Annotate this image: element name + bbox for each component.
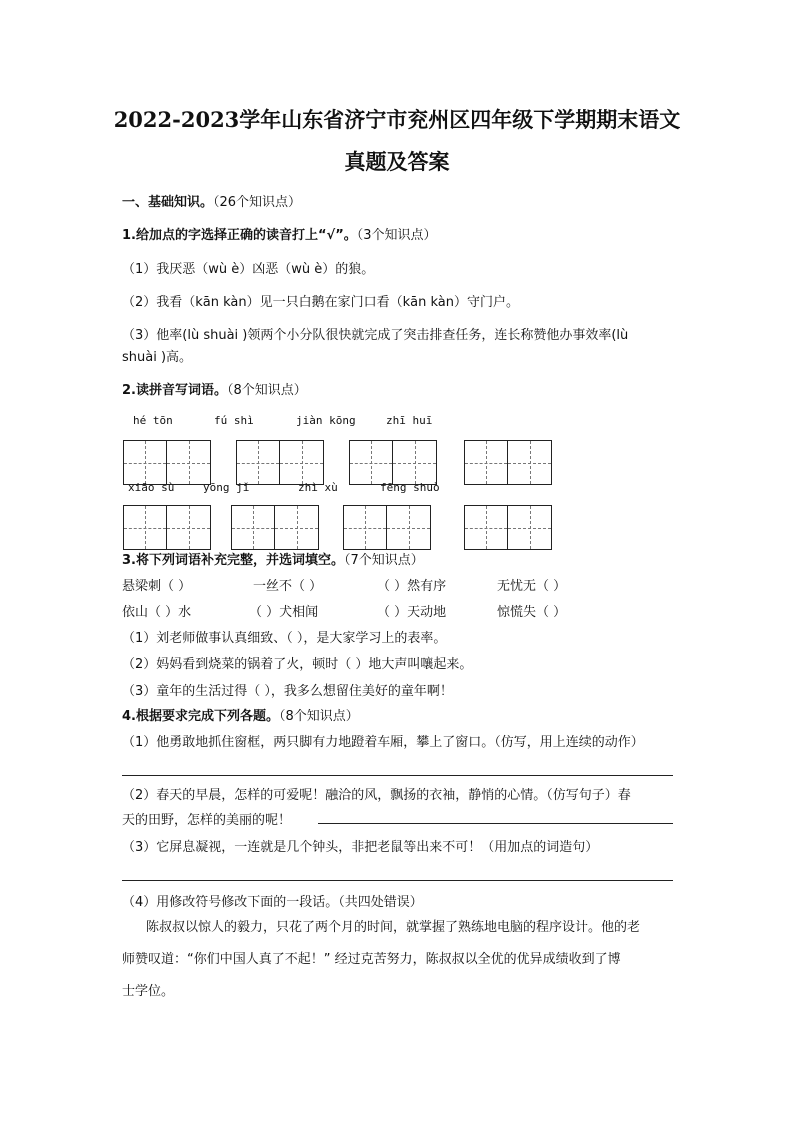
page-title-line2: 真题及答案 — [344, 149, 450, 174]
pinyin-4: zhī huī — [386, 414, 433, 427]
q4-item-4: （4）用修改符号修改下面的一段话。（共四处错误） — [122, 895, 423, 910]
q3-heading: 3.将下列词语补充完整，并选词填空。（7个知识点） — [122, 553, 424, 568]
writing-grid[interactable] — [123, 505, 211, 550]
q2-heading: 2.读拼音写词语。（8个知识点） — [122, 383, 307, 398]
q3-item-1: （1）刘老师做事认真细致、（ ），是大家学习上的表率。 — [122, 631, 447, 646]
q3-word: 无忧无（ ） — [497, 579, 567, 594]
writing-grid[interactable] — [349, 440, 437, 485]
section1-heading: 一、基础知识。（26个知识点） — [122, 195, 302, 210]
answer-line[interactable] — [318, 823, 673, 824]
pinyin-6: yōng jǐ — [203, 481, 250, 494]
pinyin-2: fú shì — [214, 414, 254, 427]
pinyin-7: zhì xù — [298, 481, 338, 494]
writing-grid[interactable] — [464, 440, 552, 485]
writing-grid[interactable] — [464, 505, 552, 550]
q1-item-2: （2）我看（kān kàn）见一只白鹅在家门口看（kān kàn）守门户。 — [122, 295, 520, 310]
q4-heading: 4.根据要求完成下列各题。（8个知识点） — [122, 709, 359, 724]
q3-word: （ ）天动地 — [377, 605, 447, 620]
writing-grid[interactable] — [343, 505, 431, 550]
writing-grid[interactable] — [236, 440, 324, 485]
answer-line[interactable] — [122, 775, 673, 776]
q4-paragraph-line: 师赞叹道：“你们中国人真了不起！” 经过克苦努力，陈叔叔以全优的优异成绩收到了博 — [122, 952, 621, 967]
q1-heading: 1.给加点的字选择正确的读音打上“√”。（3个知识点） — [122, 228, 437, 243]
q1-item-3-cont: shuài )高。 — [122, 350, 193, 365]
writing-grid[interactable] — [123, 440, 211, 485]
q3-item-2: （2）妈妈看到烧菜的锅着了火，顿时（ ）地大声叫嚷起来。 — [122, 657, 473, 672]
q4-item-2-cont: 天的田野，怎样的美丽的呢！ — [122, 813, 292, 828]
writing-grid[interactable] — [231, 505, 319, 550]
q4-item-3: （3）它屏息凝视，一连就是几个钟头，非把老鼠等出来不可！（用加点的词造句） — [122, 840, 599, 855]
q3-word: 悬梁刺（ ） — [122, 579, 192, 594]
pinyin-5: xiāo sù — [128, 481, 175, 494]
q4-paragraph-line: 陈叔叔以惊人的毅力，只花了两个月的时间，就掌握了熟练地电脑的程序设计。他的老 — [146, 920, 641, 935]
page-title-line1: 2022-2023学年山东省济宁市兖州区四年级下学期期末语文 — [113, 107, 681, 132]
q1-item-1: （1）我厌恶（wù è）凶恶（wù è）的狼。 — [122, 262, 375, 277]
q3-word: 一丝不（ ） — [253, 579, 323, 594]
q3-word: （ ）犬相闻 — [249, 605, 319, 620]
pinyin-8: fēng shuò — [380, 481, 440, 494]
q1-item-3: （3）他率(lù shuài )领两个小分队很快就完成了突击排查任务，连长称赞他办事效率(lù — [122, 328, 629, 343]
q4-item-2: （2）春天的早晨，怎样的可爱呢！融洽的风，飘扬的衣袖，静悄的心情。（仿写句子）春 — [122, 788, 631, 803]
pinyin-3: jiàn kōng — [296, 414, 356, 427]
q4-paragraph-line: 士学位。 — [122, 984, 175, 999]
q3-word: 依山（ ）水 — [122, 605, 192, 620]
pinyin-1: hé tōn — [133, 414, 173, 427]
q4-item-1: （1）他勇敢地抓住窗框，两只脚有力地蹬着车厢，攀上了窗口。（仿写，用上连续的动作） — [122, 735, 644, 750]
q3-item-3: （3）童年的生活过得（ ），我多么想留住美好的童年啊！ — [122, 684, 453, 699]
q3-word: （ ）然有序 — [377, 579, 447, 594]
answer-line[interactable] — [122, 880, 673, 881]
q3-word: 惊慌失（ ） — [497, 605, 567, 620]
